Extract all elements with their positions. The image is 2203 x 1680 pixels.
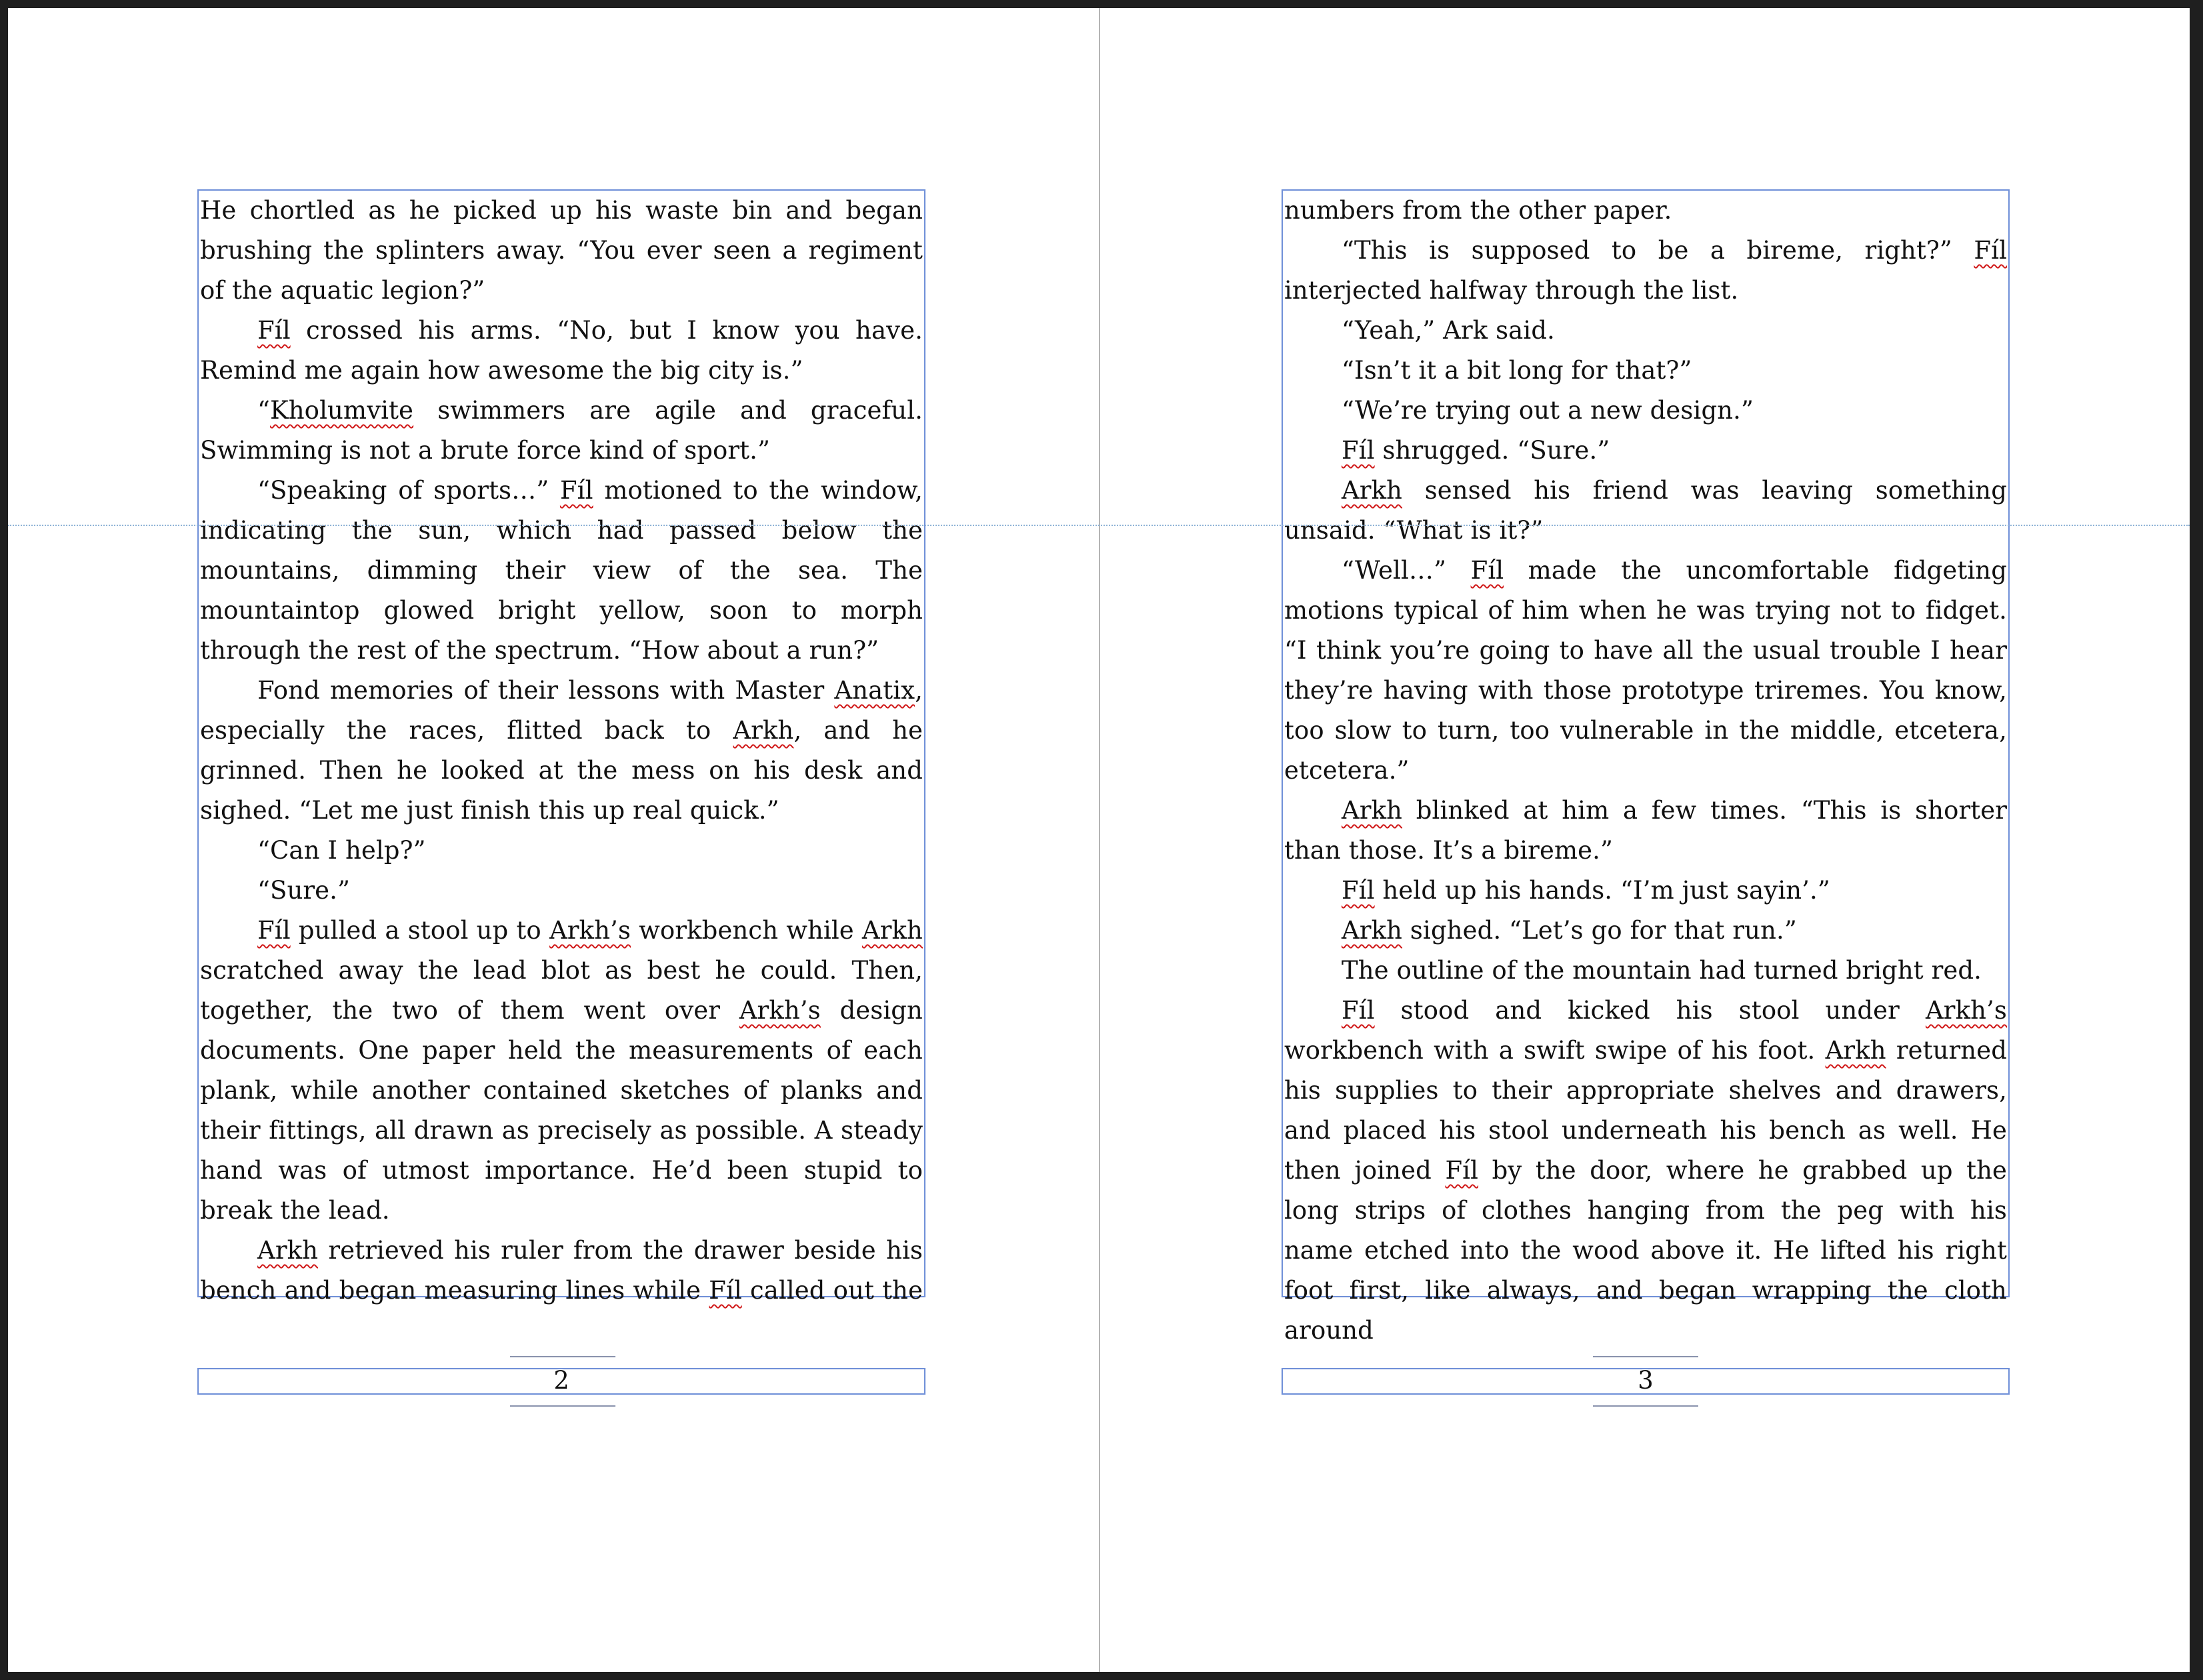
misspelled-word: Fíl <box>257 916 291 945</box>
body-paragraph <box>1284 551 2007 791</box>
misspelled-word: Arkh <box>733 716 794 745</box>
misspelled-word: Arkh <box>861 916 923 945</box>
text-run: “ <box>257 396 271 425</box>
body-paragraph <box>200 1231 923 1311</box>
body-paragraph <box>1284 191 2007 231</box>
misspelled-word: Fíl <box>1342 436 1375 465</box>
body-paragraph <box>200 831 923 871</box>
body-paragraph <box>1284 911 2007 951</box>
text-run: motioned to the window, indicating the sun, which had passed below the mountains, dimming their view of the sea. The mountaintop glowed bright yellow, soon to morph through the rest of the spectrum. “How about a run?” <box>200 476 923 665</box>
text-run: sighed. “Let’s go for that run.” <box>1402 916 1797 945</box>
body-paragraph <box>200 911 923 1231</box>
misspelled-word: Arkh <box>1342 916 1403 945</box>
misspelled-word: Fíl <box>1974 236 2007 265</box>
body-paragraph <box>1284 951 2007 991</box>
folio-rule-bottom <box>1593 1405 1698 1407</box>
text-frame[interactable] <box>1282 189 2010 1345</box>
misspelled-word: Anatix <box>834 676 915 705</box>
text-run: “Can I help?” <box>257 836 426 865</box>
misspelled-word: Arkh’s <box>739 996 821 1025</box>
misspelled-word: Fíl <box>559 476 593 505</box>
text-run: blinked at him a few times. “This is shorter than those. It’s a bireme.” <box>1284 796 2007 865</box>
misspelled-word: Fíl <box>1342 996 1375 1025</box>
text-run: workbench with a swift swipe of his foot. <box>1284 1036 1826 1065</box>
page-number: 2 <box>553 1366 569 1395</box>
folio-frame[interactable] <box>1282 1368 2010 1395</box>
text-run: numbers from the other paper. <box>1284 196 1672 225</box>
folio-rule-bottom <box>510 1405 615 1407</box>
folio-rule-top <box>1593 1356 1698 1357</box>
misspelled-word: Arkh’s <box>1925 996 2007 1025</box>
body-paragraph <box>1284 871 2007 911</box>
body-paragraph <box>200 391 923 471</box>
text-run: “We’re trying out a new design.” <box>1342 396 1754 425</box>
text-run: crossed his arms. “No, but I know you have. Remind me again how awesome the big city is.” <box>200 316 923 385</box>
misspelled-word: Fíl <box>1470 556 1504 585</box>
text-run: by the door, where he grabbed up the long strips of clothes hanging from the peg with his name etched into the wood above it. He lifted his right foot first, like always, and began wrapping the cloth around <box>1284 1156 2008 1345</box>
body-paragraph <box>1284 391 2007 431</box>
page-2 <box>8 8 1099 1672</box>
text-run: , especially the races, flitted back to <box>200 676 923 745</box>
body-paragraph <box>1284 311 2007 351</box>
text-run: held up his hands. “I’m just sayin’.” <box>1374 876 1830 905</box>
misspelled-word: Fíl <box>1445 1156 1479 1185</box>
text-run: interjected halfway through the list. <box>1284 276 1739 305</box>
text-run: stood and kicked his stool under <box>1374 996 1926 1025</box>
body-paragraph <box>1284 791 2007 871</box>
text-run: , and he grinned. Then he looked at the mess on his desk and sighed. “Let me just finish this up real quick.” <box>200 716 923 825</box>
misspelled-word: Fíl <box>709 1276 742 1305</box>
folio-rule-top <box>510 1356 615 1357</box>
misspelled-word: Fíl <box>1342 876 1375 905</box>
body-paragraph <box>1284 231 2007 311</box>
page-3 <box>1100 8 2191 1672</box>
misspelled-word: Arkh <box>1825 1036 1886 1065</box>
text-run: He chortled as he picked up his waste bin and began brushing the splinters away. “You ever seen a regiment of the aquatic legion?” <box>200 196 923 305</box>
text-run: retrieved his ruler from the drawer beside his bench and began measuring lines while <box>200 1236 923 1305</box>
misspelled-word: Arkh <box>1342 796 1403 825</box>
text-frame[interactable] <box>197 189 925 1305</box>
text-run: sensed his friend was leaving something unsaid. “What is it?” <box>1284 476 2007 545</box>
text-run: “Sure.” <box>257 876 351 905</box>
text-run: design documents. One paper held the measurements of each plank, while another contained sketches of planks and their fittings, all drawn as precisely as possible. A steady hand was of utmost importance. He’d been stupid to break the lead. <box>200 996 923 1225</box>
misspelled-word: Fíl <box>257 316 291 345</box>
text-run: “This is supposed to be a bireme, right?” <box>1342 236 1974 265</box>
body-paragraph <box>200 191 923 311</box>
misspelled-word: Arkh <box>1342 476 1403 505</box>
page-number: 3 <box>1638 1366 1654 1395</box>
horizontal-guide[interactable] <box>8 525 2190 526</box>
text-run: shrugged. “Sure.” <box>1374 436 1610 465</box>
body-paragraph <box>200 871 923 911</box>
text-run: “Yeah,” Ark said. <box>1342 316 1555 345</box>
text-run: returned his supplies to their appropriate shelves and drawers, and placed his stool underneath his bench as well. He then joined <box>1284 1036 2007 1185</box>
text-run: Fond memories of their lessons with Master <box>257 676 835 705</box>
body-paragraph <box>200 311 923 391</box>
body-paragraph <box>1284 351 2007 391</box>
folio-frame[interactable] <box>197 1368 925 1395</box>
text-run: scratched away the lead blot as best he could. Then, together, the two of them went over <box>200 956 923 1025</box>
body-paragraph <box>1284 471 2007 551</box>
body-paragraph <box>1284 991 2007 1351</box>
body-paragraph <box>200 671 923 831</box>
text-run: “Isn’t it a bit long for that?” <box>1342 356 1692 385</box>
misspelled-word: Kholumvite <box>270 396 414 425</box>
text-run: made the uncomfortable fidgeting motions typical of him when he was trying not to fidget. “I think you’re going to have all the usual trouble I hear they’re having with those prototype triremes. You know, too slow to turn, too vulnerable in the middle, etcetera, etcetera.” <box>1284 556 2008 785</box>
text-run: “Well…” <box>1342 556 1471 585</box>
text-run: pulled a stool up to <box>290 916 549 945</box>
misspelled-word: Arkh’s <box>549 916 631 945</box>
body-paragraph <box>1284 431 2007 471</box>
text-run: swimmers are agile and graceful. Swimming is not a brute force kind of sport.” <box>200 396 923 465</box>
document-spread <box>8 8 2190 1672</box>
text-run: called out the <box>741 1276 923 1305</box>
text-run: workbench while <box>630 916 862 945</box>
misspelled-word: Arkh <box>257 1236 319 1265</box>
text-run: The outline of the mountain had turned bright red. <box>1342 956 1982 985</box>
body-paragraph <box>200 471 923 671</box>
text-run: “Speaking of sports…” <box>257 476 560 505</box>
